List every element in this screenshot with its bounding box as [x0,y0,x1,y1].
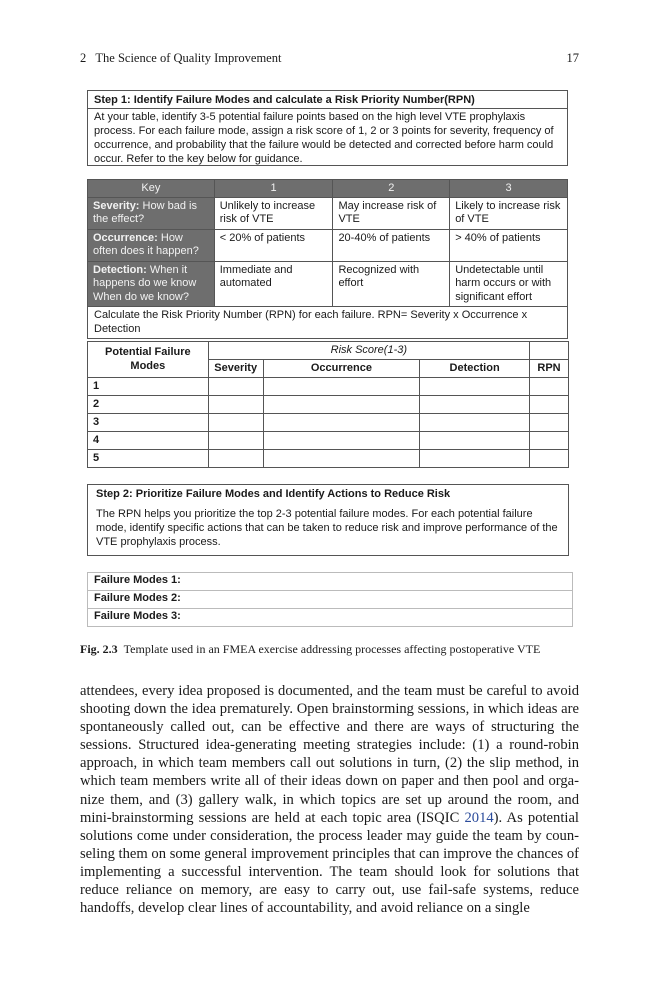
key-cell: Likely to increase risk of VTE [450,197,568,229]
key-cell: Immediate and automated [214,261,333,307]
risk-header-row [88,342,569,360]
key-row-label: Severity: How bad is the effect? [88,197,215,229]
rpn-cell[interactable] [529,450,568,468]
body-paragraph [80,682,579,917]
failure-mode-field[interactable]: Failure Modes 2: [87,590,573,608]
detection-cell[interactable] [420,414,530,432]
occurrence-cell[interactable] [263,432,420,450]
rpn-header: RPN [529,360,568,378]
page-number: 17 [566,51,579,65]
key-footer-row [88,307,568,339]
rpn-group-blank [529,342,568,360]
key-cell: Recognized with effort [333,261,450,307]
detection-cell[interactable] [420,396,530,414]
table-row [88,432,569,450]
key-row-label: Detection: When it happens do we know When do we know? [88,261,215,307]
key-cell: < 20% of patients [214,229,333,261]
severity-cell[interactable] [208,432,263,450]
row-number: 3 [88,414,209,432]
row-number: 1 [88,378,209,396]
occurrence-cell[interactable] [263,396,420,414]
occurrence-cell[interactable] [263,450,420,468]
citation-link[interactable]: 2014 [464,809,494,826]
row-number: 2 [88,396,209,414]
severity-cell[interactable] [208,396,263,414]
table-row [88,450,569,468]
severity-header: Severity [208,360,263,378]
key-cell: Unlikely to increase risk of VTE [214,197,333,229]
detection-header: Detection [420,360,530,378]
row-number: 5 [88,450,209,468]
step2-title: Step 2: Prioritize Failure Modes and Identify Actions to Reduce Risk [96,488,451,500]
rpn-cell[interactable] [529,396,568,414]
key-row-severity [88,197,568,229]
paragraph-text: ). As potential solutions come under consideration, the process leader may guide the team by coun-seling them on some general improvement principles that can improve the chances of implementing a successful intervention. The team should look for solutions that reduce reliance on memory, are easy to carry out, use fail-safe systems, reduce handoffs, develop clear lines of accountability, and avoid reliance on a single [80,809,579,917]
risk-score-header: Risk Score(1-3) [208,342,529,360]
severity-cell[interactable] [208,414,263,432]
key-cell: > 40% of patients [450,229,568,261]
key-row-occurrence [88,229,568,261]
severity-cell[interactable] [208,450,263,468]
figure-label: Fig. 2.3 [80,642,118,656]
key-header-row [88,180,568,198]
key-header: Key [88,180,215,198]
running-head [80,51,579,66]
key-cell: 20-40% of patients [333,229,450,261]
severity-cell[interactable] [208,378,263,396]
row-number: 4 [88,432,209,450]
key-header: 1 [214,180,333,198]
occurrence-header: Occurrence [263,360,420,378]
key-row-label: Occurrence: How often does it happen? [88,229,215,261]
risk-score-table [87,341,569,468]
key-header: 2 [333,180,450,198]
step2-box [87,484,569,556]
failure-modes-header: Potential Failure Modes [88,342,209,378]
rpn-cell[interactable] [529,432,568,450]
key-row-detection [88,261,568,307]
key-header: 3 [450,180,568,198]
detection-cell[interactable] [420,432,530,450]
paragraph-text: attendees, every idea proposed is documented, and the team must be careful to avoid shooting down the idea prematurely. Open brainstorming sessions, in which ideas are spontaneously called out, can be effective and there are ways of structuring the sessions. Structured idea-generating meeting strategies include: (1) a round-robin approach, in which team members call out solutions in turn, (2) the slip method, in which team members write all of their ideas down on paper and then pool and orga-nize them, and (3) gallery walk, in which topics are set up around the room, and mini-brainstorming sessions are held at each topic area (ISQIC [80,683,579,826]
failure-mode-field[interactable]: Failure Modes 3: [87,608,573,627]
failure-mode-field[interactable]: Failure Modes 1: [87,572,573,590]
key-cell: May increase risk of VTE [333,197,450,229]
occurrence-cell[interactable] [263,414,420,432]
key-table [87,179,568,339]
table-row [88,396,569,414]
table-row [88,414,569,432]
rpn-cell[interactable] [529,414,568,432]
key-cell: Undetectable until harm occurs or with significant effort [450,261,568,307]
occurrence-cell[interactable] [263,378,420,396]
failure-modes-list [87,572,573,627]
detection-cell[interactable] [420,378,530,396]
rpn-formula: Calculate the Risk Priority Number (RPN) for each failure. RPN= Severity x Occurrence x Detection [88,307,568,339]
chapter-title: 2 The Science of Quality Improvement [80,51,282,65]
step1-body: At your table, identify 3-5 potential failure points based on the high level VTE prophylaxis process. For each failure mode, assign a risk score of 1, 2 or 3 points for severity, frequency of occurrence, and probability that the failure would be detected and corrected before harm could occur. Refer to the key below for guidance. [94,111,554,165]
step1-title: Step 1: Identify Failure Modes and calculate a Risk Priority Number(RPN) [88,91,567,109]
step1-box [87,90,568,166]
figure-caption [80,642,580,657]
table-row [88,378,569,396]
figure-caption-text: Template used in an FMEA exercise addressing processes affecting postoperative VTE [123,642,541,656]
step2-body: The RPN helps you prioritize the top 2-3 potential failure modes. For each potential failure mode, identify specific actions that can be taken to reduce risk and improve performance of the VTE prophylaxis process. [96,508,558,548]
rpn-cell[interactable] [529,378,568,396]
detection-cell[interactable] [420,450,530,468]
